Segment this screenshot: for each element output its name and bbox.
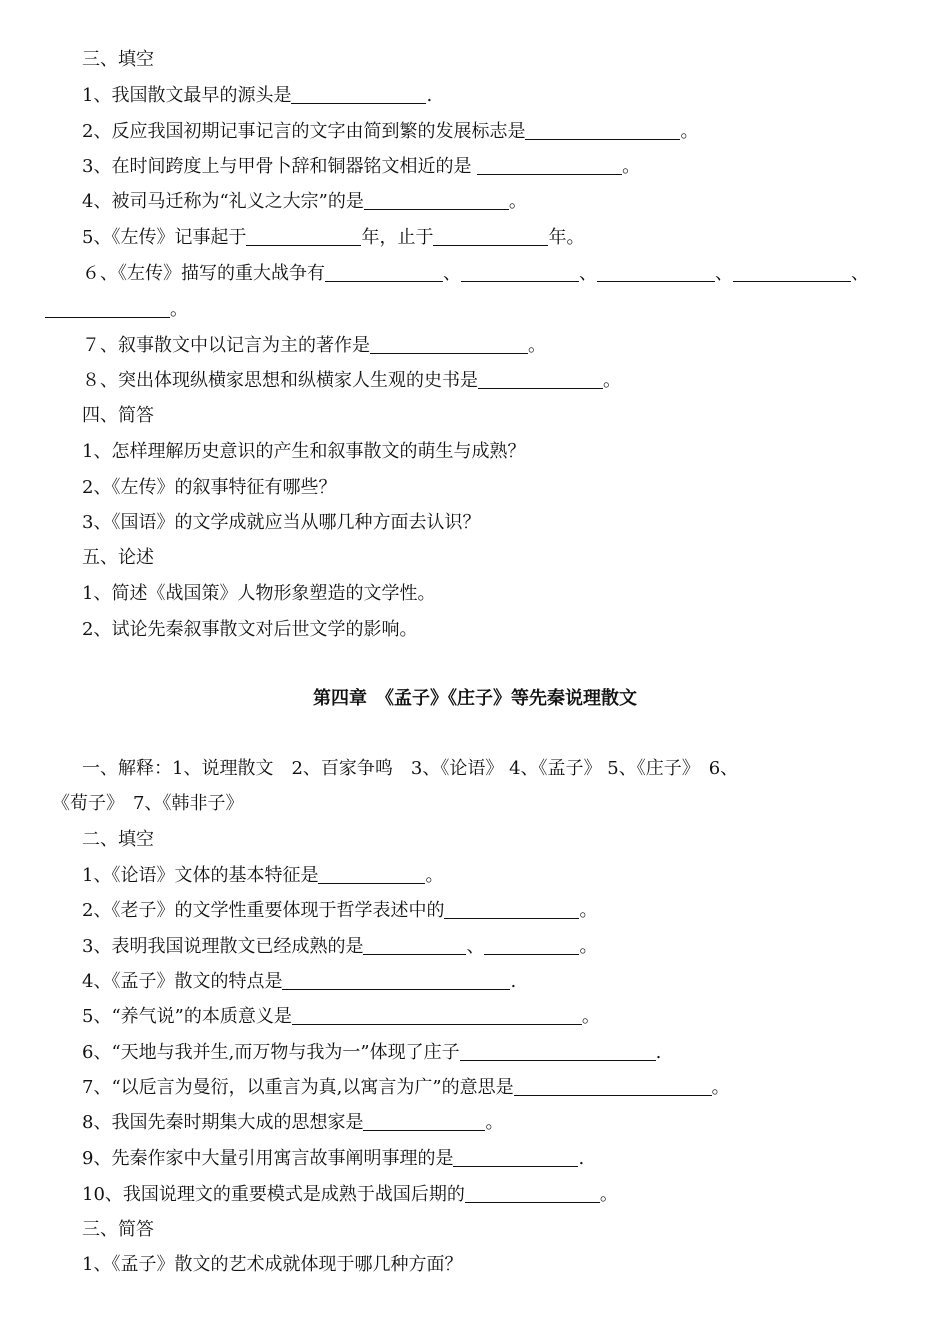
line-text: 2、《左传》的叙事特征有哪些？ <box>82 477 337 498</box>
text-line <box>82 262 869 286</box>
text-line <box>82 440 525 464</box>
text-line <box>82 582 435 606</box>
text-line <box>82 899 597 923</box>
line-text: 一、解释：1、说理散文 2、百家争鸣 3、《论语》 4、《孟子》 5、《庄子》 6、 <box>82 758 739 779</box>
line-text: 。 <box>579 936 598 957</box>
line-text: 8、我国先秦时期集大成的思想家是 <box>82 1112 364 1133</box>
text-line <box>82 190 527 214</box>
line-text: 年，止于 <box>361 227 434 248</box>
line-text: 5、“养气说”的本质意义是 <box>82 1006 292 1027</box>
text-line <box>82 404 154 428</box>
line-text: 、 <box>715 263 733 284</box>
chapter-title: 第四章 《孟子》《庄子》等先秦说理散文 <box>313 688 637 709</box>
text-line <box>82 48 154 72</box>
line-text: 五、论述 <box>82 547 154 568</box>
answer-blank <box>444 900 579 919</box>
line-text: 。 <box>603 370 621 391</box>
answer-blank <box>246 227 361 246</box>
line-text: 3、表明我国说理散文已经成熟的是 <box>82 936 364 957</box>
line-text: 。 <box>425 865 444 886</box>
line-text: 《荀子》 7、《韩非子》 <box>52 793 244 814</box>
answer-blank <box>460 1042 656 1061</box>
line-text: 。 <box>485 1112 504 1133</box>
line-text: 。 <box>581 1006 600 1027</box>
line-text: 、 <box>851 263 869 284</box>
text-line <box>82 618 417 642</box>
line-text: 年。 <box>548 227 585 248</box>
text-line <box>82 1076 730 1100</box>
line-text: 3、在时间跨度上与甲骨卜辞和铜器铭文相近的是 <box>82 156 478 177</box>
line-text: ８、突出体现纵横家思想和纵横家人生观的史书是 <box>82 370 478 391</box>
text-line <box>82 970 516 994</box>
line-text: ６、《左传》描写的重大战争有 <box>82 263 325 284</box>
line-text: 5、《左传》记事起于 <box>82 227 247 248</box>
answer-blank <box>318 865 425 884</box>
line-text: 。 <box>508 191 527 212</box>
text-line <box>82 369 621 393</box>
answer-blank <box>363 936 466 955</box>
answer-blank <box>733 263 851 282</box>
line-text: 。 <box>711 1077 730 1098</box>
answer-blank <box>597 263 715 282</box>
line-text: 1、我国散文最早的源头是 <box>82 85 292 106</box>
line-text: 1、《论语》文体的基本特征是 <box>82 865 319 886</box>
answer-blank <box>433 227 548 246</box>
answer-blank <box>461 263 579 282</box>
line-text: 4、《孟子》散文的特点是 <box>82 971 283 992</box>
line-text: 。 <box>599 1184 618 1205</box>
text-line <box>82 757 738 781</box>
line-text: 2、反应我国初期记事记言的文字由简到繁的发展标志是 <box>82 121 526 142</box>
line-text: 三、简答 <box>82 1219 154 1240</box>
text-line <box>52 792 243 816</box>
text-line <box>82 1253 462 1277</box>
line-text: . <box>426 85 433 106</box>
answer-blank <box>363 1112 485 1131</box>
line-text: 10、我国说理文的重要模式是成熟于战国后期的 <box>82 1184 465 1205</box>
text-line <box>82 828 154 852</box>
answer-blank <box>453 1148 578 1167</box>
line-text: 2、试论先秦叙事散文对后世文学的影响。 <box>82 619 418 640</box>
answer-blank <box>282 971 510 990</box>
line-text: 1、简述《战国策》人物形象塑造的文学性。 <box>82 583 436 604</box>
line-text: 6、“天地与我并生,而万物与我为一”体现了庄子 <box>82 1042 460 1063</box>
line-text: . <box>510 971 517 992</box>
line-text: 、 <box>579 263 597 284</box>
answer-blank <box>292 1006 582 1025</box>
line-text: 。 <box>579 900 598 921</box>
line-text: ７、叙事散文中以记言为主的著作是 <box>82 335 370 356</box>
text-line <box>82 84 432 108</box>
text-line <box>82 864 443 888</box>
line-text: 、 <box>443 263 461 284</box>
text-line <box>82 120 698 144</box>
text-line <box>82 511 480 535</box>
text-line <box>82 1111 503 1135</box>
line-text: 四、简答 <box>82 405 154 426</box>
line-text: 三、填空 <box>82 49 154 70</box>
line-text: 1、怎样理解历史意识的产生和叙事散文的萌生与成熟？ <box>82 441 526 462</box>
text-line <box>82 935 597 959</box>
line-text: 。 <box>622 156 641 177</box>
answer-blank <box>364 191 509 210</box>
line-text: 4、被司马迁称为“礼义之大宗”的是 <box>82 191 364 212</box>
answer-blank <box>484 936 579 955</box>
text-line <box>82 1041 661 1065</box>
text-line <box>82 1147 584 1171</box>
line-text: . <box>578 1148 585 1169</box>
text-line <box>82 155 640 179</box>
line-text: 1、《孟子》散文的艺术成就体现于哪几种方面？ <box>82 1254 463 1275</box>
answer-blank <box>477 156 622 175</box>
answer-blank <box>370 335 528 354</box>
answer-blank <box>478 370 603 389</box>
line-text: 。 <box>170 299 188 320</box>
text-line <box>82 334 546 358</box>
line-text: 、 <box>466 936 485 957</box>
answer-blank <box>514 1077 712 1096</box>
text-line <box>82 1218 154 1242</box>
text-line <box>82 1183 618 1207</box>
text-line <box>82 546 154 570</box>
line-text: 9、先秦作家中大量引用寓言故事阐明事理的是 <box>82 1148 454 1169</box>
text-line <box>82 1005 600 1029</box>
line-text: . <box>655 1042 662 1063</box>
answer-blank <box>291 85 426 104</box>
line-text: 3、《国语》的文学成就应当从哪几种方面去认识？ <box>82 512 481 533</box>
answer-blank <box>45 299 170 318</box>
text-line <box>82 476 336 500</box>
line-text: 。 <box>680 121 699 142</box>
text-line <box>45 298 188 322</box>
line-text: 2、《老子》的文学性重要体现于哲学表述中的 <box>82 900 445 921</box>
answer-blank <box>465 1184 600 1203</box>
line-text: 。 <box>528 335 546 356</box>
answer-blank <box>525 121 680 140</box>
answer-blank <box>325 263 443 282</box>
line-text: 二、填空 <box>82 829 154 850</box>
text-line <box>82 226 584 250</box>
line-text: 7、“以卮言为曼衍，以重言为真,以寓言为广”的意思是 <box>82 1077 514 1098</box>
